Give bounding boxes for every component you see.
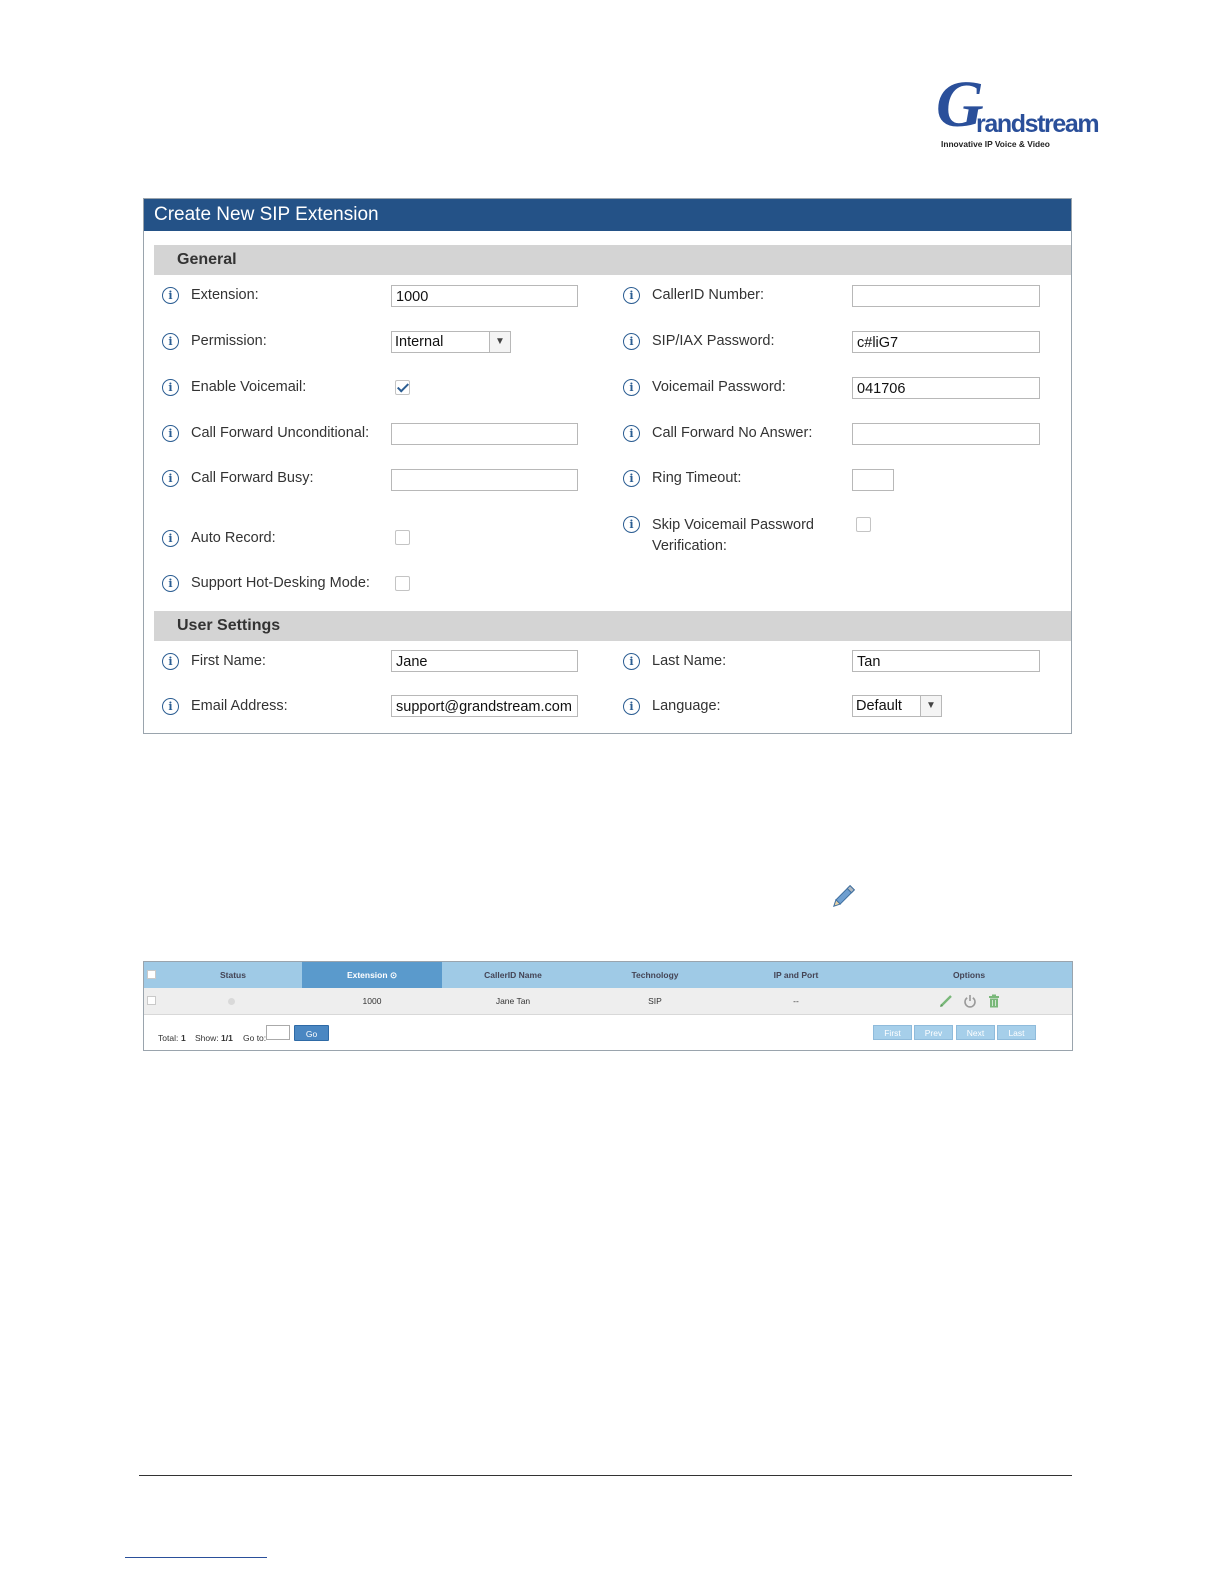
enable-voicemail-checkbox[interactable] [395, 380, 410, 395]
info-icon[interactable]: i [623, 425, 640, 442]
extension-input[interactable]: 1000 [391, 285, 578, 307]
footer-divider [139, 1475, 1072, 1476]
col-callerid-name[interactable]: CallerID Name [484, 970, 542, 980]
last-page-button[interactable]: Last [997, 1025, 1036, 1040]
first-name-label: First Name: [191, 653, 266, 669]
ring-timeout-input[interactable] [852, 469, 894, 491]
email-label: Email Address: [191, 698, 288, 714]
row-extension: 1000 [362, 996, 382, 1006]
last-name-input[interactable]: Tan [852, 650, 1040, 672]
info-icon[interactable]: i [162, 287, 179, 304]
cf-unconditional-label: Call Forward Unconditional: [191, 425, 370, 441]
table-row [144, 988, 1072, 1015]
enable-voicemail-label: Enable Voicemail: [191, 379, 307, 395]
logo-word: randstream [976, 110, 1099, 138]
skip-vm-password-checkbox[interactable] [856, 517, 871, 532]
edit-pencil-icon [828, 882, 858, 912]
language-value: Default [856, 698, 902, 714]
status-indicator [228, 998, 235, 1005]
language-label: Language: [652, 698, 721, 714]
power-icon[interactable] [963, 994, 977, 1008]
footer-link-underline [125, 1557, 267, 1558]
extensions-table [143, 961, 1073, 1051]
col-status[interactable]: Status [220, 970, 246, 980]
col-technology[interactable]: Technology [631, 970, 679, 980]
cf-no-answer-label: Call Forward No Answer: [652, 425, 813, 441]
cf-busy-label: Call Forward Busy: [191, 470, 314, 486]
hot-desking-label: Support Hot-Desking Mode: [191, 575, 370, 591]
col-extension[interactable] [302, 962, 442, 988]
go-button[interactable]: Go [294, 1025, 329, 1041]
info-icon[interactable]: i [162, 530, 179, 547]
section-general: General [154, 245, 1071, 275]
section-user-settings: User Settings [154, 611, 1071, 641]
table-header [144, 962, 1072, 988]
callerid-number-input[interactable] [852, 285, 1040, 307]
chevron-down-icon[interactable]: ▼ [489, 332, 510, 352]
info-icon[interactable]: i [623, 653, 640, 670]
grandstream-logo [936, 68, 1099, 152]
info-icon[interactable]: i [623, 287, 640, 304]
info-icon[interactable]: i [623, 333, 640, 350]
info-icon[interactable]: i [162, 653, 179, 670]
select-all-checkbox[interactable] [147, 970, 156, 979]
cf-no-answer-input[interactable] [852, 423, 1040, 445]
sip-password-input[interactable]: c#liG7 [852, 331, 1040, 353]
skip-vm-password-label: Skip Voicemail Password Verification: [652, 517, 814, 554]
info-icon[interactable]: i [623, 516, 640, 533]
info-icon[interactable]: i [162, 575, 179, 592]
next-page-button[interactable]: Next [956, 1025, 995, 1040]
first-page-button[interactable]: First [873, 1025, 912, 1040]
goto-input[interactable] [266, 1025, 290, 1040]
logo-tagline: Innovative IP Voice & Video [941, 139, 1050, 149]
auto-record-label: Auto Record: [191, 530, 276, 546]
ring-timeout-label: Ring Timeout: [652, 470, 742, 486]
email-input[interactable]: support@grandstream.com [391, 695, 578, 717]
auto-record-checkbox[interactable] [395, 530, 410, 545]
extension-label: Extension: [191, 287, 259, 303]
permission-label: Permission: [191, 333, 267, 349]
language-select[interactable] [852, 695, 942, 717]
voicemail-password-input[interactable]: 041706 [852, 377, 1040, 399]
sort-icon: ⊙ [389, 970, 398, 980]
show-value: 1/1 [221, 1033, 233, 1043]
col-ip-port[interactable]: IP and Port [773, 970, 819, 980]
row-technology: SIP [648, 996, 662, 1006]
sip-password-label: SIP/IAX Password: [652, 333, 775, 349]
create-sip-extension-panel [143, 198, 1072, 734]
show-label: Show: [195, 1033, 219, 1043]
panel-title: Create New SIP Extension [144, 199, 1071, 231]
col-extension-label: Extension [346, 970, 388, 980]
info-icon[interactable]: i [162, 698, 179, 715]
info-icon[interactable]: i [623, 470, 640, 487]
voicemail-password-label: Voicemail Password: [652, 379, 786, 395]
first-name-input[interactable]: Jane [391, 650, 578, 672]
row-ip-port: -- [793, 996, 799, 1006]
info-icon[interactable]: i [162, 425, 179, 442]
info-icon[interactable]: i [623, 379, 640, 396]
hot-desking-checkbox[interactable] [395, 576, 410, 591]
prev-page-button[interactable]: Prev [914, 1025, 953, 1040]
total-label: Total: [158, 1033, 179, 1043]
info-icon[interactable]: i [162, 470, 179, 487]
delete-icon[interactable] [987, 994, 1001, 1008]
callerid-number-label: CallerID Number: [652, 287, 764, 303]
cf-unconditional-input[interactable] [391, 423, 578, 445]
permission-value: Internal [395, 334, 444, 350]
chevron-down-icon[interactable]: ▼ [920, 696, 941, 716]
row-callerid-name: Jane Tan [495, 996, 531, 1006]
permission-select[interactable] [391, 331, 511, 353]
last-name-label: Last Name: [652, 653, 727, 669]
total-value: 1 [181, 1033, 186, 1043]
info-icon[interactable]: i [162, 379, 179, 396]
row-checkbox[interactable] [147, 996, 156, 1005]
info-icon[interactable]: i [623, 698, 640, 715]
info-icon[interactable]: i [162, 333, 179, 350]
cf-busy-input[interactable] [391, 469, 578, 491]
edit-icon[interactable] [939, 994, 953, 1008]
col-options: Options [952, 970, 986, 980]
logo-initial: G [936, 68, 984, 141]
goto-label: Go to: [243, 1033, 267, 1043]
